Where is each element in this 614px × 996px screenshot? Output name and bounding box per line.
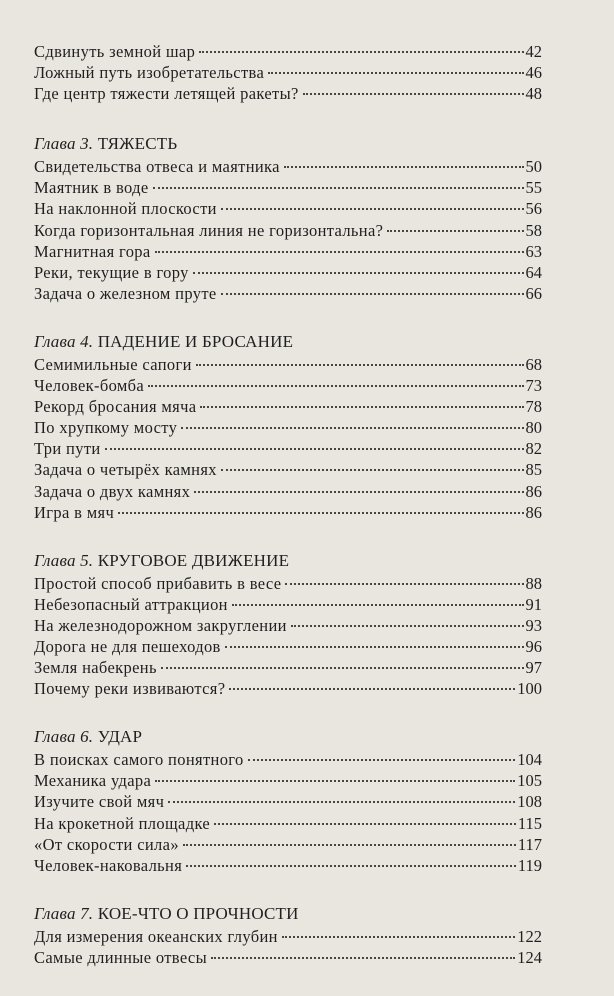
page-number: 48 [525,84,542,104]
toc-entry[interactable] [34,41,542,62]
table-of-contents [34,41,542,996]
page-number: 66 [525,283,542,303]
page-number: 46 [525,63,542,83]
toc-section [34,551,542,700]
dot-leader [161,667,524,669]
entry-title: Небезопасный аттракцион [34,594,228,614]
entry-title: Человек-наковальня [34,855,183,875]
toc-entry[interactable] [34,198,542,219]
entry-title: Игра в мяч [34,502,115,522]
toc-entry[interactable] [34,438,542,459]
page-number: 108 [517,792,542,812]
dot-leader [285,583,523,585]
dot-leader [268,72,523,74]
page-number: 78 [525,397,542,417]
page-number: 85 [525,460,542,480]
dot-leader [199,51,523,53]
entry-title: Семимильные сапоги [34,354,192,374]
entry-title: Механика удара [34,771,152,791]
toc-entry[interactable] [34,396,542,417]
entry-title: Три пути [34,439,101,459]
toc-entry[interactable] [34,947,542,968]
page-number: 122 [517,926,542,946]
page-number: 97 [525,658,542,678]
dot-leader [183,844,516,846]
page-number: 63 [525,241,542,261]
toc-entry[interactable] [34,636,542,657]
entry-title: Земля набекрень [34,658,157,678]
toc-section [34,41,542,104]
page-number: 115 [517,813,542,833]
entry-title: Когда горизонтальная линия не горизонтальна? [34,220,384,240]
dot-leader [284,166,524,168]
dot-leader [153,187,524,189]
toc-entry[interactable] [34,177,542,198]
dot-leader [229,688,515,690]
page-number: 68 [525,354,542,374]
toc-entry[interactable] [34,83,542,104]
chapter-title: ТЯЖЕСТЬ [97,134,178,154]
dot-leader [181,427,523,429]
toc-entry[interactable] [34,791,542,812]
entry-title: Для измерения океанских глубин [34,926,278,946]
dot-leader [387,230,523,232]
entry-title: Самые длинные отвесы [34,947,208,967]
toc-entry[interactable] [34,241,542,262]
toc-section [34,727,542,876]
entry-title: Дорога не для пешеходов [34,636,221,656]
page-number: 58 [525,220,542,240]
page-number: 55 [525,178,542,198]
entry-title: Реки, текущие в гору [34,262,189,282]
page-number: 100 [517,679,542,699]
entry-title: На наклонной плоскости [34,199,217,219]
toc-entry[interactable] [34,262,542,283]
toc-entry[interactable] [34,926,542,947]
toc-entry[interactable] [34,834,542,855]
page-number: 86 [525,502,542,522]
page-number: 50 [525,157,542,177]
toc-entry[interactable] [34,770,542,791]
toc-entry[interactable] [34,502,542,523]
page-number: 86 [525,481,542,501]
dot-leader [200,406,523,408]
dot-leader [186,865,516,867]
toc-entry[interactable] [34,156,542,177]
entry-title: Простой способ прибавить в весе [34,573,282,593]
toc-entry[interactable] [34,220,542,241]
chapter-title: КОЕ-ЧТО О ПРОЧНОСТИ [97,903,299,923]
toc-entry[interactable] [34,855,542,876]
page-number: 64 [525,262,542,282]
dot-leader [214,823,516,825]
page-number: 96 [525,636,542,656]
entry-title: На крокетной площадке [34,813,211,833]
dot-leader [225,646,524,648]
page-number: 91 [525,594,542,614]
dot-leader [193,272,524,274]
entry-title: Свидетельства отвеса и маятника [34,157,280,177]
page-number: 56 [525,199,542,219]
dot-leader [105,448,524,450]
toc-entry[interactable] [34,354,542,375]
entry-title: Задача о железном пруте [34,283,217,303]
toc-entry[interactable] [34,573,542,594]
toc-entry[interactable] [34,615,542,636]
dot-leader [148,385,523,387]
chapter-number: Глава 7. [34,903,94,923]
entry-title: Задача о двух камнях [34,481,191,501]
entry-title: Задача о четырёх камнях [34,460,217,480]
entry-title: Изучите свой мяч [34,792,165,812]
dot-leader [303,93,524,95]
page-number: 73 [525,376,542,396]
entry-title: Маятник в воде [34,178,149,198]
dot-leader [168,801,515,803]
entry-title: Где центр тяжести летящей ракеты? [34,84,299,104]
dot-leader [221,293,524,295]
chapter-heading [34,332,542,352]
toc-section [34,904,542,968]
chapter-heading [34,904,542,924]
dot-leader [232,604,524,606]
toc-entry[interactable] [34,459,542,480]
chapter-title: УДАР [97,727,143,747]
dot-leader [155,780,515,782]
toc-entry[interactable] [34,749,542,770]
entry-title: Рекорд бросания мяча [34,397,197,417]
dot-leader [194,491,523,493]
dot-leader [291,625,524,627]
toc-entry[interactable] [34,375,542,396]
dot-leader [118,512,523,514]
chapter-title: ПАДЕНИЕ И БРОСАНИЕ [97,331,294,351]
toc-section [34,134,542,304]
page-number: 42 [525,42,542,61]
page-number: 124 [517,947,542,967]
entry-title: В поисках самого понятного [34,750,244,770]
dot-leader [155,251,524,253]
toc-entry[interactable] [34,283,542,304]
toc-entry[interactable] [34,594,542,615]
page-number: 80 [525,418,542,438]
chapter-heading [34,134,542,154]
entry-title: Магнитная гора [34,241,151,261]
chapter-number: Глава 3. [34,134,94,154]
entry-title: Почему реки извиваются? [34,679,226,699]
dot-leader [282,936,515,938]
chapter-heading [34,551,542,571]
toc-entry[interactable] [34,481,542,502]
dot-leader [221,469,524,471]
chapter-number: Глава 4. [34,331,94,351]
toc-entry[interactable] [34,62,542,83]
entry-title: На железнодорожном закруглении [34,615,287,635]
entry-title: «От скорости сила» [34,834,179,854]
toc-entry[interactable] [34,813,542,834]
dot-leader [196,364,524,366]
page-number: 117 [517,834,542,854]
chapter-number: Глава 5. [34,550,94,570]
page-number: 82 [525,439,542,459]
page-number: 93 [525,615,542,635]
entry-title: Человек-бомба [34,376,145,396]
entry-title: Сдвинуть земной шар [34,42,196,61]
entry-title: По хрупкому мосту [34,418,178,438]
entry-title: Ложный путь изобретательства [34,63,265,83]
page-number: 88 [525,573,542,593]
dot-leader [248,759,516,761]
toc-entry[interactable] [34,657,542,678]
toc-entry[interactable] [34,678,542,699]
page-number: 104 [517,750,542,770]
chapter-title: КРУГОВОЕ ДВИЖЕНИЕ [97,550,290,570]
dot-leader [211,957,515,959]
toc-section [34,332,542,523]
page-number: 105 [517,771,542,791]
page-number: 119 [517,855,542,875]
chapter-heading [34,727,542,747]
dot-leader [221,208,524,210]
chapter-number: Глава 6. [34,727,94,747]
toc-entry[interactable] [34,417,542,438]
